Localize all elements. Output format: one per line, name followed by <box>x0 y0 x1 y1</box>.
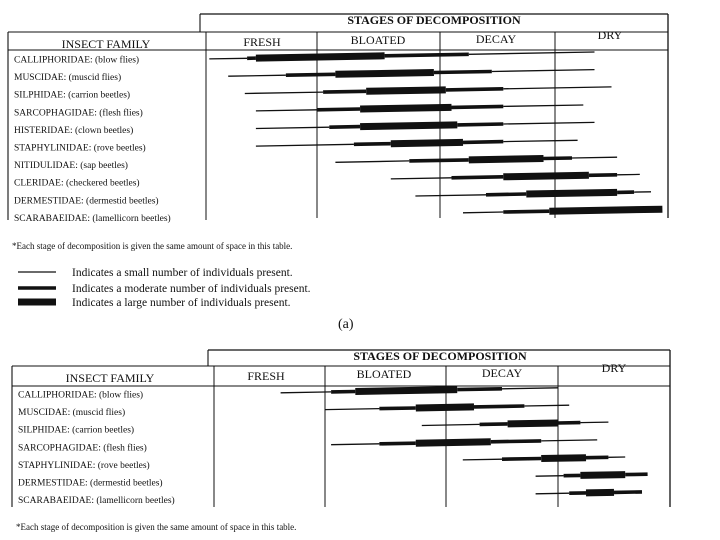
presence-bar-moderate <box>491 441 541 442</box>
presence-bar-moderate <box>474 406 524 407</box>
presence-bar-small <box>245 92 323 93</box>
presence-bar-moderate <box>385 54 469 56</box>
presence-bar-small <box>524 405 569 406</box>
presence-bar-small <box>228 75 286 76</box>
presence-bar-small <box>335 161 409 162</box>
presence-bar-moderate <box>614 492 642 493</box>
table-b-title: STAGES OF DECOMPOSITION <box>353 349 527 363</box>
presence-bar-small <box>331 444 379 445</box>
presence-bar-moderate <box>446 89 504 90</box>
presence-bar-moderate <box>409 160 469 161</box>
family-label: SARCOPHAGIDAE: (flesh flies) <box>18 443 147 454</box>
presence-bar-small <box>463 459 502 460</box>
presence-bar-large <box>549 209 662 211</box>
family-label: SILPHIDAE: (carrion beetles) <box>18 425 135 436</box>
presence-bar-small <box>503 105 583 106</box>
presence-bar-large <box>335 73 434 75</box>
family-label: NITIDULIDAE: (sap beetles) <box>14 161 128 172</box>
presence-bar-moderate <box>589 175 617 176</box>
table-a <box>8 13 668 251</box>
presence-bar-moderate <box>457 389 502 390</box>
table-a-stage-decay: DECAY <box>475 32 517 46</box>
presence-bar-moderate <box>486 194 526 195</box>
family-label: CALLIPHORIDAE: (blow flies) <box>18 390 144 401</box>
legend-large-text: Indicates a large number of individuals present. <box>72 297 291 309</box>
legend <box>18 267 311 309</box>
presence-bar-moderate <box>317 109 360 110</box>
presence-bar-moderate <box>323 91 366 92</box>
family-label: MUSCIDAE: (muscid flies) <box>14 73 122 84</box>
presence-bar-moderate <box>286 74 336 75</box>
presence-bar-small <box>415 195 486 196</box>
table-a-footnote: *Each stage of decomposition is given the same amount of space in this table. <box>12 241 293 251</box>
presence-bar-large <box>416 442 491 443</box>
family-label: SCARABAEIDAE: (lamellicorn beetles) <box>14 213 171 224</box>
table-b-stage-dry: DRY <box>601 361 627 375</box>
figure-label-a: (a) <box>338 317 354 332</box>
presence-bar-moderate <box>354 144 391 145</box>
legend-moderate-text: Indicates a moderate number of individuals present. <box>72 283 311 295</box>
table-b-stage-decay: DECAY <box>481 366 523 380</box>
table-b-stage-fresh: FRESH <box>247 369 285 383</box>
presence-bar-small <box>492 70 595 72</box>
presence-bar-small <box>541 440 597 441</box>
family-label: DERMESTIDAE: (dermestid beetles) <box>18 478 163 489</box>
family-label: CLERIDAE: (checkered beetles) <box>14 178 140 189</box>
presence-bar-small <box>502 388 558 389</box>
presence-bar-small <box>422 424 480 425</box>
presence-bar-large <box>469 159 544 160</box>
presence-bar-large <box>366 90 446 91</box>
legend-small-text: Indicates a small number of individuals present. <box>72 267 293 279</box>
presence-bar-large <box>360 107 451 109</box>
presence-bar-large <box>416 407 474 408</box>
presence-bar-large <box>503 175 589 177</box>
presence-bar-large <box>526 192 617 194</box>
presence-bar-small <box>580 422 608 423</box>
presence-bar-small <box>503 87 611 89</box>
presence-bar-small <box>503 122 594 124</box>
presence-bar-large <box>541 458 586 459</box>
family-label: SARCOPHAGIDAE: (flesh flies) <box>14 108 143 119</box>
family-label: SCARABAEIDAE: (lamellicorn beetles) <box>18 496 175 507</box>
presence-bar-moderate <box>452 177 504 178</box>
presence-bar-small <box>503 140 577 141</box>
presence-bar-large <box>355 390 457 392</box>
presence-bar-moderate <box>463 142 503 143</box>
presence-bar-large <box>580 475 625 476</box>
table-a-stage-dry: DRY <box>597 28 623 42</box>
presence-bar-small <box>256 127 329 128</box>
table-b-family-header: INSECT FAMILY <box>65 371 155 385</box>
presence-bar-large <box>586 492 614 493</box>
presence-bar-small <box>209 58 247 59</box>
presence-bar-moderate <box>452 106 504 107</box>
presence-bar-small <box>256 144 354 146</box>
presence-bar-moderate <box>457 124 503 125</box>
presence-bar-moderate <box>544 158 573 159</box>
presence-bar-small <box>536 493 570 494</box>
presence-bar-small <box>256 110 317 111</box>
family-label: CALLIPHORIDAE: (blow flies) <box>14 55 140 66</box>
presence-bar-moderate <box>480 424 508 425</box>
presence-bar-small <box>572 157 617 158</box>
table-a-title: STAGES OF DECOMPOSITION <box>347 13 521 27</box>
presence-bar-moderate <box>434 72 492 73</box>
family-label: HISTERIDAE: (clown beetles) <box>14 125 134 136</box>
presence-bar-moderate <box>329 127 360 128</box>
presence-bar-moderate <box>379 408 415 409</box>
family-label: SILPHIDAE: (carrion beetles) <box>14 90 131 101</box>
presence-bar-large <box>391 142 463 143</box>
presence-bar-large <box>360 125 457 127</box>
table-a-family-header: INSECT FAMILY <box>61 37 151 51</box>
table-a-stage-bloated: BLOATED <box>350 33 406 47</box>
table-a-stage-fresh: FRESH <box>243 35 281 49</box>
presence-bar-moderate <box>379 443 415 444</box>
presence-bar-large <box>508 423 558 424</box>
presence-bar-moderate <box>503 211 549 212</box>
presence-bar-small <box>281 392 332 393</box>
presence-bar-small <box>536 476 564 477</box>
presence-bar-small <box>463 212 503 213</box>
family-label: DERMESTIDAE: (dermestid beetles) <box>14 196 159 207</box>
table-b-stage-bloated: BLOATED <box>356 367 412 381</box>
table-b <box>12 349 670 532</box>
presence-bar-large <box>256 56 385 58</box>
presence-bar-small <box>469 52 595 54</box>
table-a-rows <box>14 52 662 224</box>
family-label: STAPHYLINIDAE: (rove beetles) <box>18 460 150 471</box>
table-b-footnote: *Each stage of decomposition is given the same amount of space in this table. <box>16 522 297 532</box>
presence-bar-moderate <box>502 459 541 460</box>
presence-bar-small <box>325 409 379 410</box>
family-label: MUSCIDAE: (muscid flies) <box>18 408 126 419</box>
family-label: STAPHYLINIDAE: (rove beetles) <box>14 143 146 154</box>
presence-bar-small <box>391 178 452 179</box>
table-b-rows <box>18 388 648 506</box>
